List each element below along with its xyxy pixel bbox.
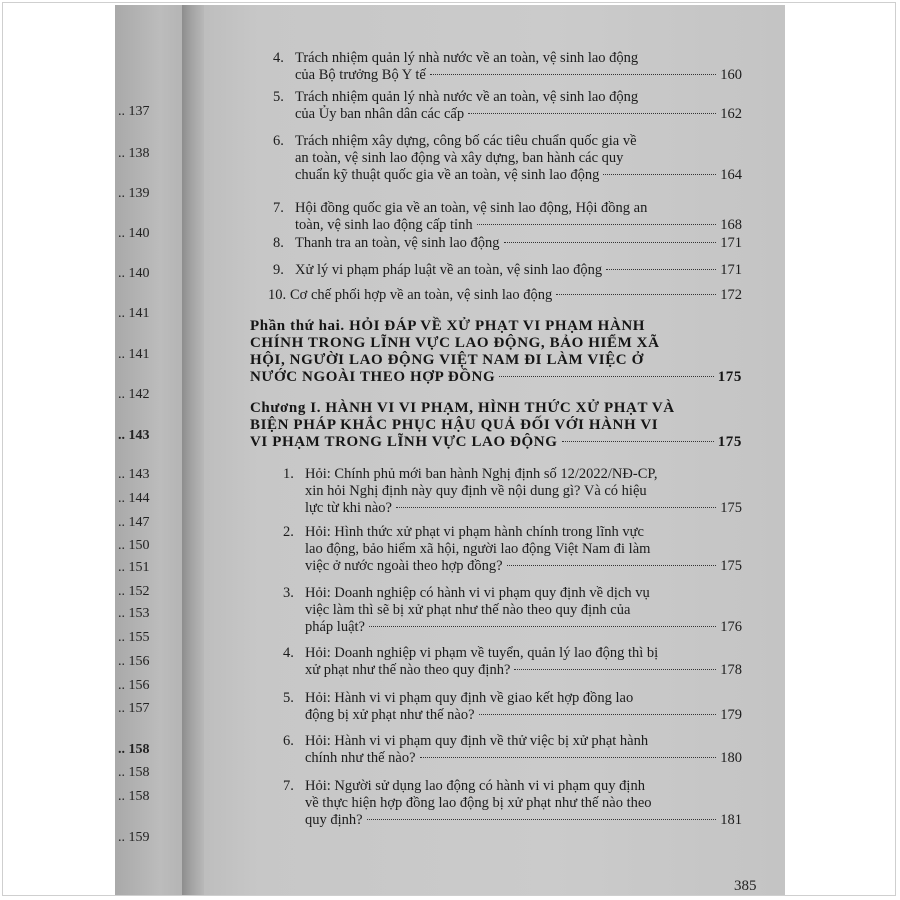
left-page-number: .. 156 — [118, 654, 150, 669]
toc-entry-text: Cơ chế phối hợp về an toàn, vệ sinh lao động — [290, 287, 553, 303]
toc-entry-text: an toàn, vệ sinh lao động và xây dựng, ban hành các quy — [295, 150, 624, 166]
toc-entry-text: Hỏi: Hình thức xử phạt vi phạm hành chính trong lĩnh vực — [305, 524, 644, 540]
toc-entry-number: 5. — [273, 89, 284, 105]
part-heading-text: NƯỚC NGOÀI THEO HỢP ĐỒNG — [250, 369, 496, 385]
toc-entry-page: 164 — [720, 167, 742, 183]
dot-leader — [514, 669, 716, 670]
left-page-number: .. 150 — [118, 538, 150, 553]
toc-entry-text: việc làm thì sẽ bị xử phạt như thế nào theo quy định của — [305, 602, 631, 618]
dot-leader — [468, 113, 716, 114]
part-heading-text: HỘI, NGƯỜI LAO ĐỘNG VIỆT NAM ĐI LÀM VIỆC Ở — [250, 352, 644, 368]
toc-entry-page: 176 — [720, 619, 742, 635]
dot-leader — [562, 441, 714, 442]
toc-entry-text: chuẩn kỹ thuật quốc gia về an toàn, vệ sinh lao động — [295, 167, 600, 183]
toc-entry-number: 7. — [283, 778, 294, 794]
part-heading-text: CHÍNH TRONG LĨNH VỰC LAO ĐỘNG, BẢO HIỂM XÃ — [250, 335, 660, 351]
toc-entry-text: Hỏi: Doanh nghiệp vi phạm về tuyển, quản lý lao động thì bị — [305, 645, 659, 661]
toc-entry-text: Xử lý vi phạm pháp luật về an toàn, vệ sinh lao động — [295, 262, 603, 278]
left-page-number: .. 142 — [118, 387, 150, 402]
left-page-number: .. 158 — [118, 789, 150, 804]
toc-entry-page: 175 — [720, 558, 742, 574]
toc-entry-text: xử phạt như thế nào theo quy định? — [305, 662, 511, 678]
toc-entry-page: 178 — [720, 662, 742, 678]
toc-entry-text: chính như thế nào? — [305, 750, 416, 766]
toc-entry-page: 181 — [720, 812, 742, 828]
left-page-number: .. 144 — [118, 491, 150, 506]
chapter-heading-text: Chương I. HÀNH VI VI PHẠM, HÌNH THỨC XỬ PHẠT VÀ — [250, 400, 675, 416]
left-page-number: .. 147 — [118, 515, 150, 530]
part-heading-page: 175 — [717, 369, 742, 385]
left-page-number: .. 143 — [118, 428, 150, 443]
chapter-heading-text: BIỆN PHÁP KHẮC PHỤC HẬU QUẢ ĐỐI VỚI HÀNH VI — [250, 417, 659, 433]
dot-leader — [367, 819, 717, 820]
left-page-number: .. 158 — [118, 765, 150, 780]
dot-leader — [430, 74, 716, 75]
dot-leader — [369, 626, 716, 627]
toc-entry-number: 1. — [283, 466, 294, 482]
left-page-number: .. 156 — [118, 678, 150, 693]
toc-entry-page: 162 — [720, 106, 742, 122]
toc-entry-page: 160 — [720, 67, 742, 83]
toc-entry-text: lao động, bảo hiểm xã hội, người lao động Việt Nam đi làm — [305, 541, 651, 557]
dot-leader — [479, 714, 717, 715]
toc-entry-text: Thanh tra an toàn, vệ sinh lao động — [295, 235, 500, 251]
dot-leader — [477, 224, 717, 225]
chapter-heading-page: 175 — [717, 434, 742, 450]
toc-entry-text: Hỏi: Chính phủ mới ban hành Nghị định số 12/2022/NĐ-CP, — [305, 466, 658, 482]
toc-entry-text: động bị xử phạt như thế nào? — [305, 707, 475, 723]
toc-entry-number: 6. — [283, 733, 294, 749]
left-page-strip — [115, 5, 190, 895]
book-gutter — [182, 5, 204, 895]
toc-entry-page: 168 — [720, 217, 742, 233]
toc-entry-number: 5. — [283, 690, 294, 706]
left-page-number: .. 138 — [118, 146, 150, 161]
toc-entry-text: về thực hiện hợp đồng lao động bị xử phạt như thế nào theo — [305, 795, 652, 811]
chapter-heading-text: VI PHẠM TRONG LĨNH VỰC LAO ĐỘNG — [250, 434, 558, 450]
toc-entry-text: của Ủy ban nhân dân các cấp — [295, 106, 465, 122]
toc-entry-text: Trách nhiệm quản lý nhà nước về an toàn, vệ sinh lao động — [295, 89, 639, 105]
dot-leader — [603, 174, 716, 175]
left-page-number: .. 137 — [118, 104, 150, 119]
left-page-number: .. 157 — [118, 701, 150, 716]
toc-entry-text: lực từ khi nào? — [305, 500, 392, 516]
toc-entry-text: toàn, vệ sinh lao động cấp tỉnh — [295, 217, 473, 233]
left-page-number: .. 159 — [118, 830, 150, 845]
left-page-number: .. 141 — [118, 306, 150, 321]
part-heading-text: Phần thứ hai. HỎI ĐÁP VỀ XỬ PHẠT VI PHẠM HÀNH — [250, 318, 646, 334]
toc-entry-number: 4. — [273, 50, 284, 66]
toc-entry-number: 6. — [273, 133, 284, 149]
page-number: 385 — [734, 878, 757, 894]
toc-entry-page: 172 — [720, 287, 742, 303]
left-page-number: .. 143 — [118, 467, 150, 482]
left-page-number: .. 140 — [118, 226, 150, 241]
toc-entry-text: Hỏi: Người sử dụng lao động có hành vi vi phạm quy định — [305, 778, 645, 794]
toc-entry-text: Hỏi: Doanh nghiệp có hành vi vi phạm quy định về dịch vụ — [305, 585, 650, 601]
dot-leader — [499, 376, 713, 377]
part-heading — [250, 318, 742, 386]
toc-entry-page: 179 — [720, 707, 742, 723]
toc-entry-text: của Bộ trưởng Bộ Y tế — [295, 67, 426, 83]
toc-entry-number: 2. — [283, 524, 294, 540]
left-page-number: .. 151 — [118, 560, 150, 575]
toc-entry-number: 8. — [273, 235, 284, 251]
left-page-number: .. 158 — [118, 742, 150, 757]
dot-leader — [420, 757, 717, 758]
toc-entry-text: pháp luật? — [305, 619, 365, 635]
dot-leader — [556, 294, 716, 295]
left-page-number: .. 140 — [118, 266, 150, 281]
toc-entry-number: 10. — [268, 287, 287, 303]
toc-entry-text: xin hỏi Nghị định này quy định về nội dung gì? Và có hiệu — [305, 483, 647, 499]
toc-entry-text: Hỏi: Hành vi vi phạm quy định về thử việc bị xử phạt hành — [305, 733, 649, 749]
dot-leader — [507, 565, 717, 566]
dot-leader — [606, 269, 716, 270]
toc-entry-text: quy định? — [305, 812, 363, 828]
toc-entry-text: Hội đồng quốc gia về an toàn, vệ sinh lao động, Hội đồng an — [295, 200, 648, 216]
toc-entry-page: 175 — [720, 500, 742, 516]
left-page-number: .. 153 — [118, 606, 150, 621]
toc-entry-text: Trách nhiệm quản lý nhà nước về an toàn, vệ sinh lao động — [295, 50, 639, 66]
toc-entry-number: 9. — [273, 262, 284, 278]
dot-leader — [504, 242, 717, 243]
left-page-number: .. 155 — [118, 630, 150, 645]
toc-entry-page: 180 — [720, 750, 742, 766]
left-page-number: .. 139 — [118, 186, 150, 201]
left-page-number: .. 141 — [118, 347, 150, 362]
chapter-heading — [250, 400, 742, 451]
left-page-number: .. 152 — [118, 584, 150, 599]
toc-entry-number: 4. — [283, 645, 294, 661]
toc-entry-number: 3. — [283, 585, 294, 601]
toc-entry-number: 7. — [273, 200, 284, 216]
dot-leader — [396, 507, 716, 508]
toc-entry-text: việc ở nước ngoài theo hợp đồng? — [305, 558, 503, 574]
toc-entry-page: 171 — [720, 235, 742, 251]
toc-entry-page: 171 — [720, 262, 742, 278]
toc-entry-text: Trách nhiệm xây dựng, công bố các tiêu chuẩn quốc gia về — [295, 133, 637, 149]
toc-entry-text: Hỏi: Hành vi vi phạm quy định về giao kết hợp đồng lao — [305, 690, 634, 706]
